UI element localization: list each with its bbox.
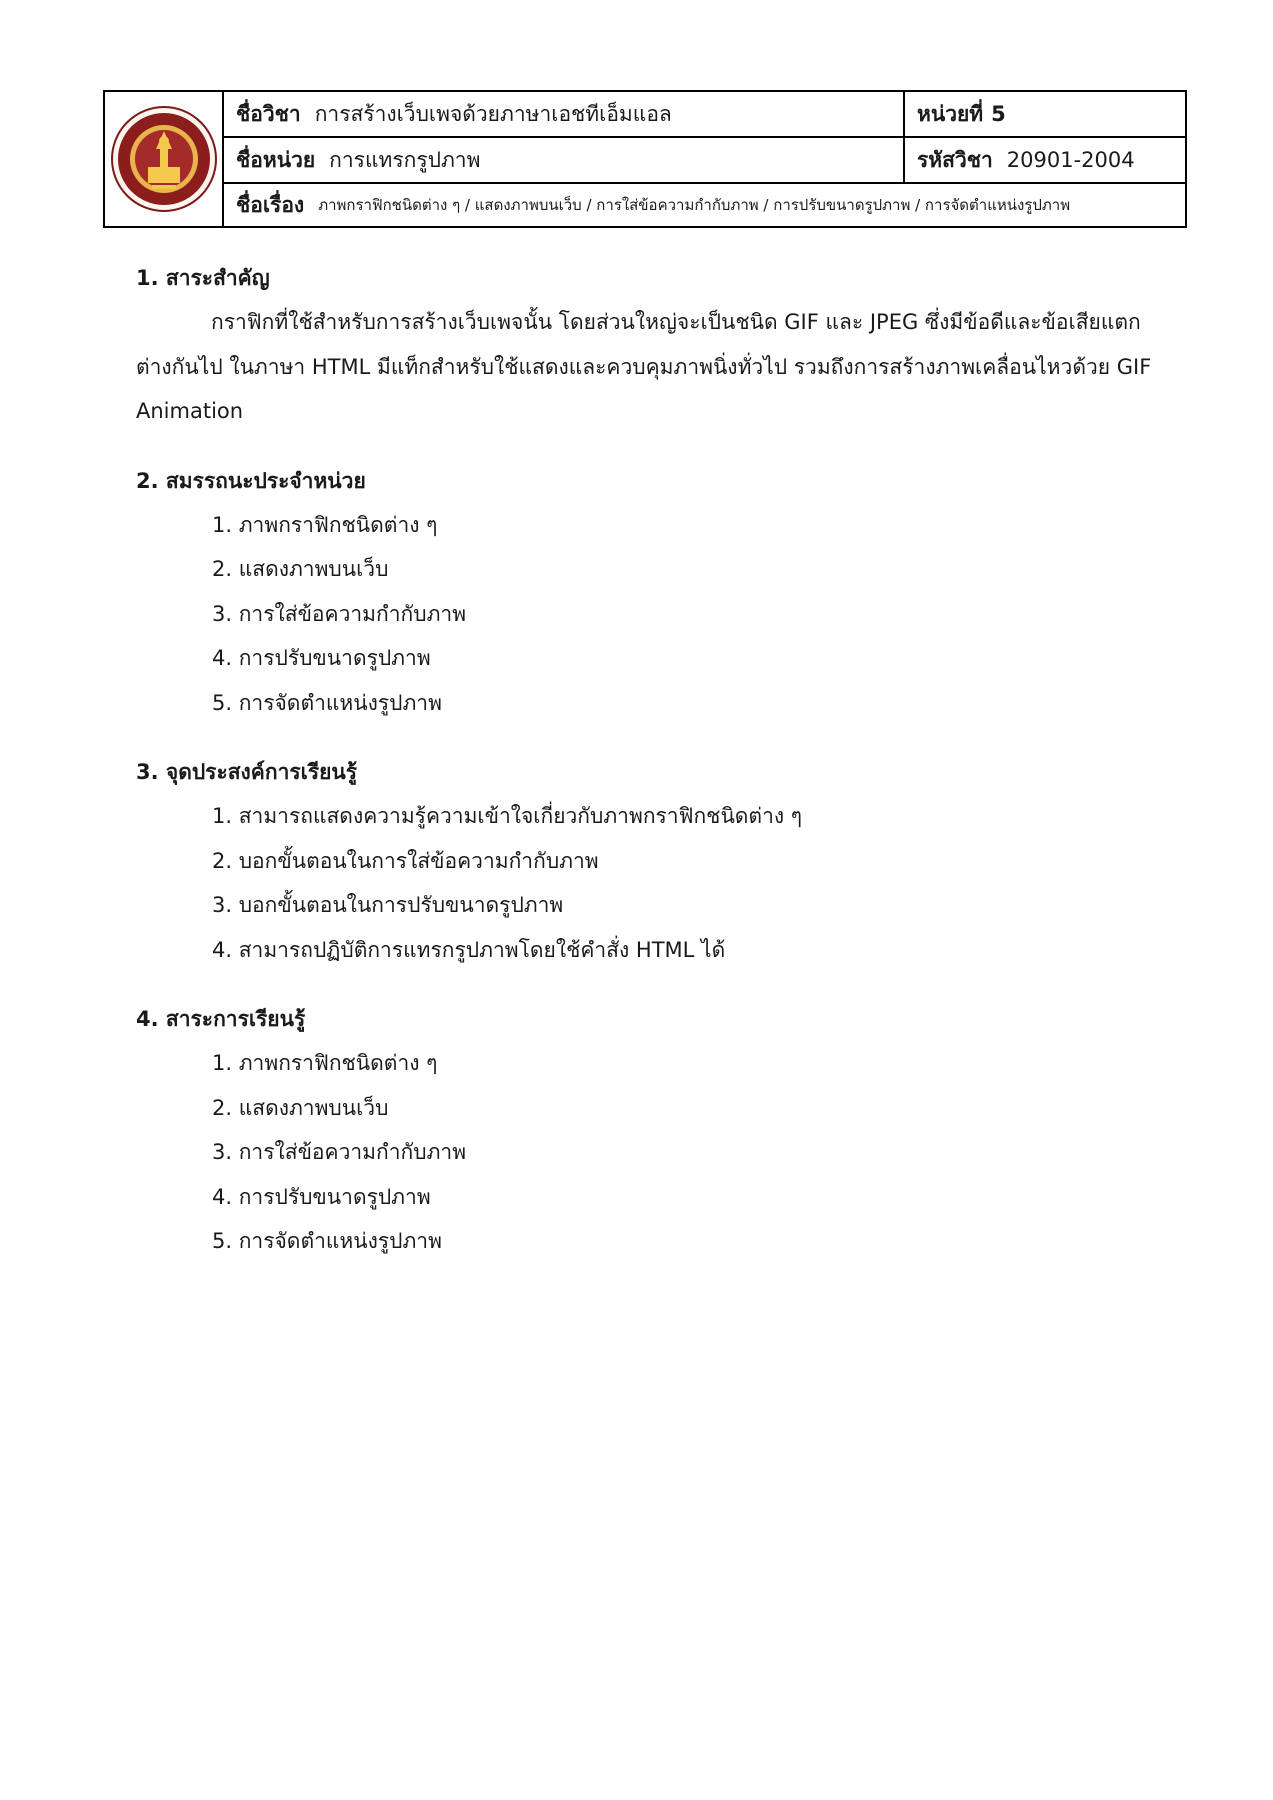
institution-seal-icon [110, 105, 218, 213]
list-item: 4. การปรับขนาดรูปภาพ [212, 646, 431, 670]
logo-cell [105, 92, 224, 226]
topic-value: ภาพกราฟิกชนิดต่าง ๆ / แสดงภาพบนเว็บ / การใส่ข้อความกำกับภาพ / การปรับขนาดรูปภาพ / การจัดตำแหน่งรูปภาพ [318, 196, 1071, 214]
document-body [136, 256, 1176, 1264]
list-item: 2. แสดงภาพบนเว็บ [212, 1095, 389, 1120]
list-item: 5. การจัดตำแหน่งรูปภาพ [212, 1229, 442, 1253]
unit-cell [224, 138, 903, 184]
list-item: 5. การจัดตำแหน่งรูปภาพ [212, 690, 442, 715]
topic-cell [224, 184, 1185, 226]
subject-code-label: รหัสวิชา [917, 147, 993, 172]
list-item: 1. ภาพกราฟิกชนิดต่าง ๆ [212, 512, 438, 537]
subject-label: ชื่อวิชา [236, 101, 301, 126]
competency-list [136, 503, 1176, 726]
list-item: 3. บอกขั้นตอนในการปรับขนาดรูปภาพ [212, 893, 564, 917]
document-header-table [103, 90, 1187, 228]
unit-number-value: 5 [991, 102, 1006, 126]
subject-value: การสร้างเว็บเพจด้วยภาษาเอชทีเอ็มแอล [314, 101, 672, 126]
subject-code-cell [903, 138, 1185, 184]
list-item: 1. ภาพกราฟิกชนิดต่าง ๆ [212, 1051, 438, 1075]
key-concept-paragraph: กราฟิกที่ใช้สำหรับการสร้างเว็บเพจนั้น โดยส่วนใหญ่จะเป็นชนิด GIF และ JPEG ซึ่งมีข้อดีและข้อเสียแตกต่างกันไป ในภาษา HTML มีแท็กสำหรับใช้แสดงและควบคุมภาพนิ่งทั่วไป รวมถึงการสร้างภาพเคลื่อนไหวด้วย GIF Animation [136, 310, 1152, 423]
content-list [136, 1041, 1176, 1264]
section-title-content: 4. สาระการเรียนรู้ [136, 1007, 306, 1031]
section-title-objectives: 3. จุดประสงค์การเรียนรู้ [136, 760, 358, 784]
list-item: 3. การใส่ข้อความกำกับภาพ [212, 1140, 467, 1164]
section-title-key-concept: 1. สาระสำคัญ [136, 266, 270, 290]
unit-number-label: หน่วยที่ [917, 101, 984, 126]
unit-label: ชื่อหน่วย [236, 147, 316, 172]
section-title-competency: 2. สมรรถนะประจำหน่วย [136, 468, 366, 493]
list-item: 2. แสดงภาพบนเว็บ [212, 557, 389, 581]
list-item: 1. สามารถแสดงความรู้ความเข้าใจเกี่ยวกับภาพกราฟิกชนิดต่าง ๆ [212, 804, 803, 828]
unit-value: การแทรกรูปภาพ [329, 147, 481, 172]
topic-label: ชื่อเรื่อง [236, 192, 305, 217]
list-item: 2. บอกขั้นตอนในการใส่ข้อความกำกับภาพ [212, 848, 599, 873]
objectives-list [136, 794, 1176, 972]
list-item: 4. สามารถปฏิบัติการแทรกรูปภาพโดยใช้คำสั่ง HTML ได้ [212, 937, 726, 962]
subject-code-value: 20901-2004 [1006, 148, 1135, 172]
subject-cell [224, 92, 903, 138]
list-item: 4. การปรับขนาดรูปภาพ [212, 1184, 431, 1209]
list-item: 3. การใส่ข้อความกำกับภาพ [212, 601, 467, 626]
unit-number-cell [903, 92, 1185, 138]
